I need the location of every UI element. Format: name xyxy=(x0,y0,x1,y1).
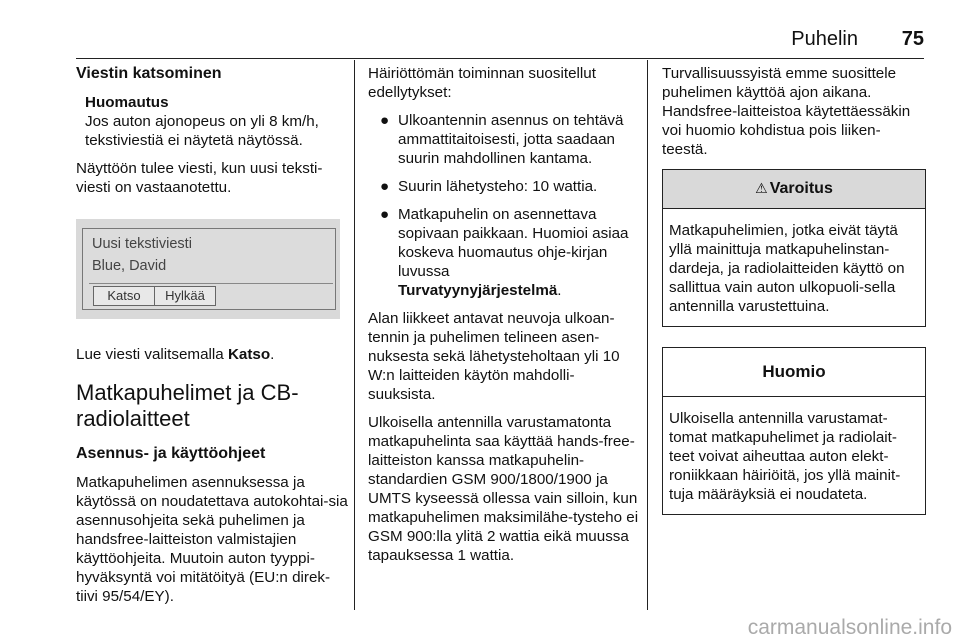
warning-title: Varoitus xyxy=(769,180,833,197)
paragraph-safety: Turvallisuussyistä emme suosittele puhelimen käyttöä ajon aikana. Handsfree-laitteistoa käytettäessäkin voi huomio kohdistua pois liiken-teestä. xyxy=(662,65,911,158)
screen-sender: Blue, David xyxy=(92,258,167,274)
read-bold: Katso xyxy=(227,346,271,363)
note-text: Jos auton ajonopeus on yli 8 km/h, tekstiviestiä ei näytetä näytössä. xyxy=(85,113,319,149)
read-text: Lue viesti valitsemalla xyxy=(76,346,228,363)
column-divider-1 xyxy=(354,60,355,610)
list-item-suffix: . xyxy=(557,282,562,299)
warning-box xyxy=(662,169,926,327)
warning-header xyxy=(663,170,925,209)
paragraph-new-message: Näyttöön tulee viesti, kun uusi teksti-viesti on vastaanotettu. xyxy=(76,160,323,196)
column-1 xyxy=(76,64,348,615)
screen-reject-button: Hylkää xyxy=(154,286,216,306)
list-item: ● Matkapuhelin on asennettava sopivaan paikkaan. Huomioi asiaa koskeva huomautus ohje-kirjan luvussa Turvatyynyjärjestelmä. xyxy=(380,206,629,299)
screen-title: Uusi tekstiviesti xyxy=(92,236,192,252)
message-screen-frame xyxy=(82,228,336,310)
screen-button-bar xyxy=(89,283,333,306)
page-number: 75 xyxy=(901,28,924,50)
column-3 xyxy=(662,64,926,535)
list-item-text: Matkapuhelin on asennettava sopivaan paikkaan. Huomioi asiaa koskeva huomautus ohje-kirjan luvussa xyxy=(398,206,629,280)
warning-triangle-icon: ⚠ xyxy=(755,180,768,196)
section-title-phones-cb: Matkapuhelimet ja CB-radiolaitteet xyxy=(76,380,299,431)
header-rule xyxy=(76,58,924,59)
column-2 xyxy=(368,64,640,574)
message-screen-illustration xyxy=(76,219,340,319)
paragraph-gsm-limits: Ulkoisella antennilla varustamatonta matkapuhelinta saa käyttää hands-free-laitteiston kanssa matkapuhelin-standardien GSM 900/1800/1900 ja UMTS kyseessä ollessa vain silloin, kun matkapuhelimen maksimilähe-tysteho ei GSM 900:lla ylitä 2 wattia eikä muussa tapauksessa 1 wattia. xyxy=(368,414,639,564)
notice-text: Ulkoisella antennilla varustamat-tomat matkapuhelimet ja radiolait-teet voivat aiheuttaa auton elekt-roniikkaan häiriöitä, jos yllä mainit-tuja määräyksiä ei noudateta. xyxy=(669,410,901,503)
screen-view-button: Katso xyxy=(93,286,155,306)
list-item: ● Ulkoantennin asennus on tehtävä ammattitaitoisesti, jotta saadaan suurin mahdollinen kantama. xyxy=(380,112,624,167)
list-item-text: Suurin lähetysteho: 10 wattia. xyxy=(398,178,598,195)
section-heading-view-message: Viestin katsominen xyxy=(76,65,222,82)
paragraph-read-message xyxy=(76,345,348,364)
note-title: Huomautus xyxy=(85,94,169,111)
paragraph-installation: Matkapuhelimen asennuksessa ja käytössä on noudatettava autokohtai-sia asennusohjeita sekä puhelimen ja handsfree-laitteiston valmistajien käyttöohjeita. Muutoin auton tyyppi-hyväksyntä voi mitätöityä (EU:n direk-tiivi 95/54/EY). xyxy=(76,474,348,605)
requirements-list xyxy=(368,111,640,300)
paragraph-requirements-intro: Häiriöttömän toiminnan suositellut edellytykset: xyxy=(368,65,596,101)
sub-heading-installation: Asennus- ja käyttöohjeet xyxy=(76,445,266,462)
read-suffix: . xyxy=(270,346,275,363)
list-item-text: Ulkoantennin asennus on tehtävä ammattitaitoisesti, jotta saadaan suurin mahdollinen kantama. xyxy=(398,112,624,167)
note-block xyxy=(76,93,348,150)
chapter-title: Puhelin xyxy=(791,28,858,50)
notice-title: Huomio xyxy=(663,348,925,397)
list-item-bold: Turvatyynyjärjestelmä xyxy=(398,282,558,299)
column-divider-2 xyxy=(647,60,648,610)
notice-box xyxy=(662,347,926,515)
list-item: ● Suurin lähetysteho: 10 wattia. xyxy=(380,178,598,195)
warning-text: Matkapuhelimien, jotka eivät täytä yllä mainittuja matkapuhelinstan-dardeja, ja radiolaitteiden käyttö on sallittua vain auton ulkopuoli-sella antennilla varustettuina. xyxy=(669,222,905,315)
paragraph-dealers-advice: Alan liikkeet antavat neuvoja ulkoan-tennin ja puhelimen telineen asen-nuksesta sekä lähetysteholtaan yli 10 W:n laitteiden käytön mahdolli-suuksista. xyxy=(368,310,620,403)
watermark: carmanualsonline.info xyxy=(747,616,952,639)
page-header xyxy=(76,28,924,54)
